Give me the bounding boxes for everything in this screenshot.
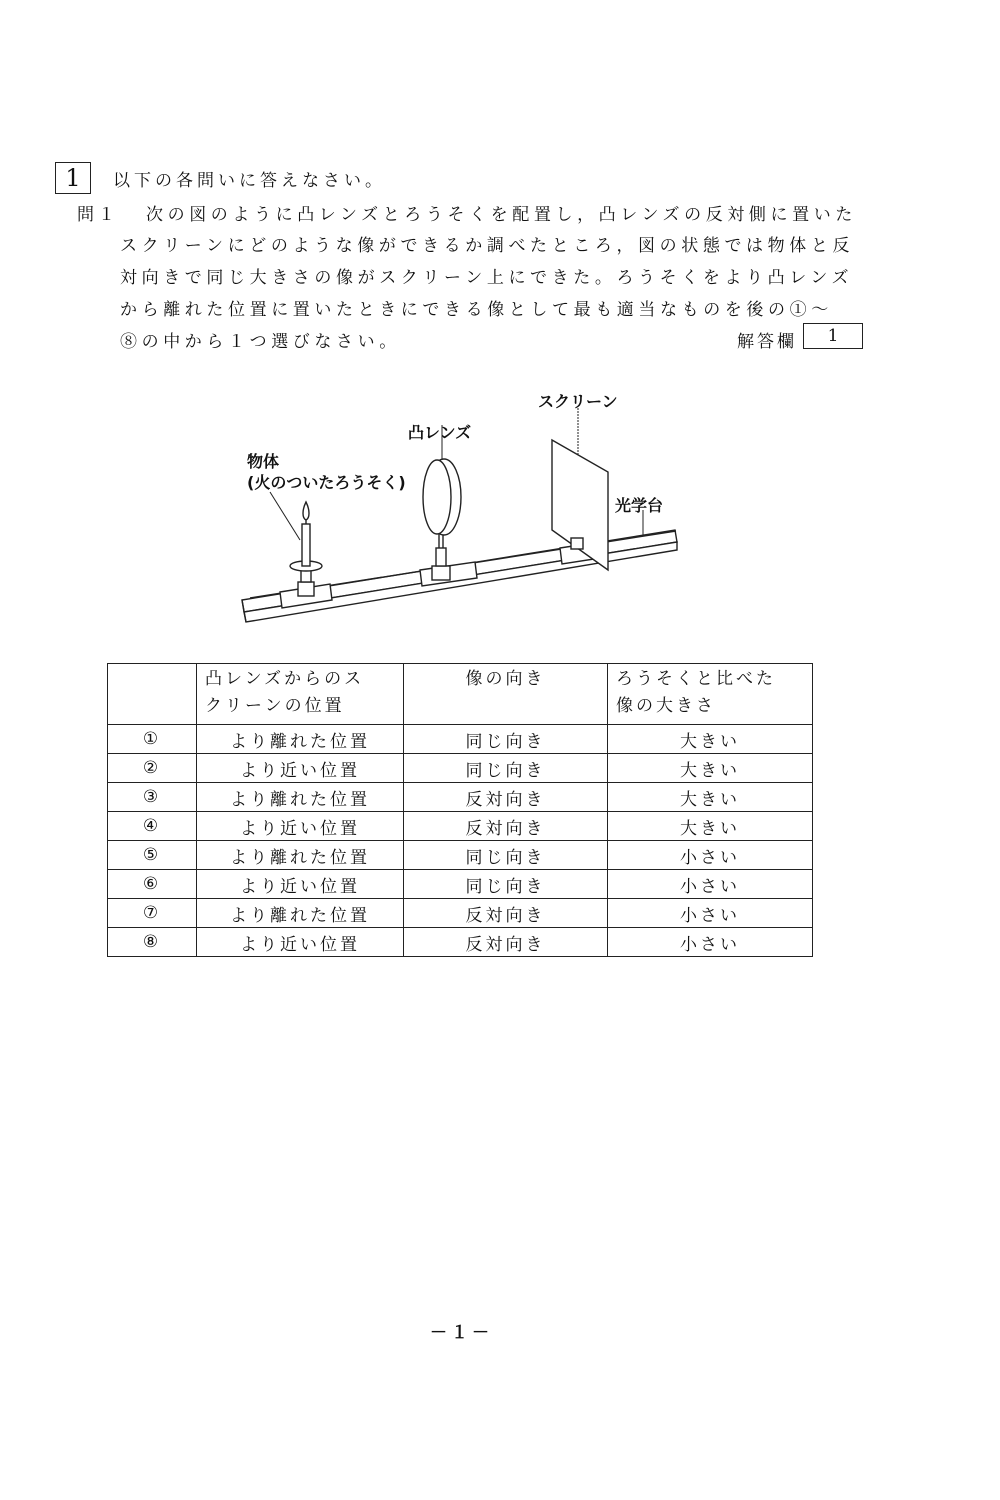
header-line: 像の大きさ [616,696,716,716]
section-heading: 以下の各問いに答えなさい。 [113,171,386,191]
table-row[interactable] [108,812,813,841]
cell-size: 小さい [608,841,813,870]
table-header-row [108,664,813,725]
option-number: ③ [108,783,197,812]
cell-size: 大きい [608,783,813,812]
figure-label-screen: スクリーン [538,392,618,411]
cell-direction: 同じ向き [404,870,608,899]
cell-size: 大きい [608,754,813,783]
cell-size: 小さい [608,928,813,957]
cell-direction: 同じ向き [404,841,608,870]
question-number-box: 1 [55,162,91,194]
figure-label-bench: 光学台 [615,496,664,515]
option-number: ⑤ [108,841,197,870]
cell-position: より離れた位置 [197,841,404,870]
question-label: 問１ [77,205,119,225]
cell-size: 大きい [608,725,813,754]
page-number: －１－ [430,1323,493,1343]
question-text-line: 次の図のように凸レンズとろうそくを配置し，凸レンズの反対側に置いた [146,205,857,225]
cell-position: より近い位置 [197,754,404,783]
answer-label: 解答欄 [737,332,797,352]
cell-direction: 同じ向き [404,725,608,754]
question-text-line: から離れた位置に置いたときにできる像として最も適当なものを後の①～ [120,300,833,320]
cell-size: 小さい [608,870,813,899]
question-text-line: 対向きで同じ大きさの像がスクリーン上にできた。ろうそくをより凸レンズ [120,268,854,288]
table-header-position [197,664,404,725]
table-header-direction [404,664,608,725]
question-text-line: スクリーンにどのような像ができるか調べたところ，図の状態では物体と反 [120,236,855,256]
cell-position: より離れた位置 [197,725,404,754]
cell-position: より離れた位置 [197,899,404,928]
option-number: ① [108,725,197,754]
question-text-line: ⑧の中から１つ選びなさい。 [120,332,401,352]
answer-box[interactable]: 1 [803,323,863,349]
header-line: 凸レンズからのス [205,669,365,689]
cell-size: 大きい [608,812,813,841]
cell-direction: 反対向き [404,812,608,841]
cell-size: 小さい [608,899,813,928]
table-row[interactable] [108,783,813,812]
cell-position: より近い位置 [197,928,404,957]
table-header-size [608,664,813,725]
table-header-empty [108,664,197,725]
header-line: ろうそくと比べた [616,669,776,689]
cell-position: より近い位置 [197,812,404,841]
figure-label-lens: 凸レンズ [408,423,472,442]
figure-label-object-sub: (火のついたろうそく) [247,473,406,492]
table-row[interactable] [108,841,813,870]
cell-direction: 反対向き [404,899,608,928]
option-number: ② [108,754,197,783]
option-number: ⑧ [108,928,197,957]
cell-direction: 反対向き [404,783,608,812]
cell-position: より離れた位置 [197,783,404,812]
table-row[interactable] [108,899,813,928]
candle-icon [290,502,322,596]
option-number: ④ [108,812,197,841]
cell-position: より近い位置 [197,870,404,899]
convex-lens-icon [423,459,461,580]
table-row[interactable] [108,754,813,783]
object-leader-line [270,492,300,540]
cell-direction: 反対向き [404,928,608,957]
option-number: ⑦ [108,899,197,928]
cell-direction: 同じ向き [404,754,608,783]
options-table [107,663,813,957]
optical-bench-figure [230,380,690,630]
option-number: ⑥ [108,870,197,899]
figure-label-object: 物体 [247,452,280,471]
header-line: クリーンの位置 [205,696,345,716]
table-row[interactable] [108,870,813,899]
header-line: 像の向き [465,669,546,689]
table-row[interactable] [108,928,813,957]
table-row[interactable] [108,725,813,754]
